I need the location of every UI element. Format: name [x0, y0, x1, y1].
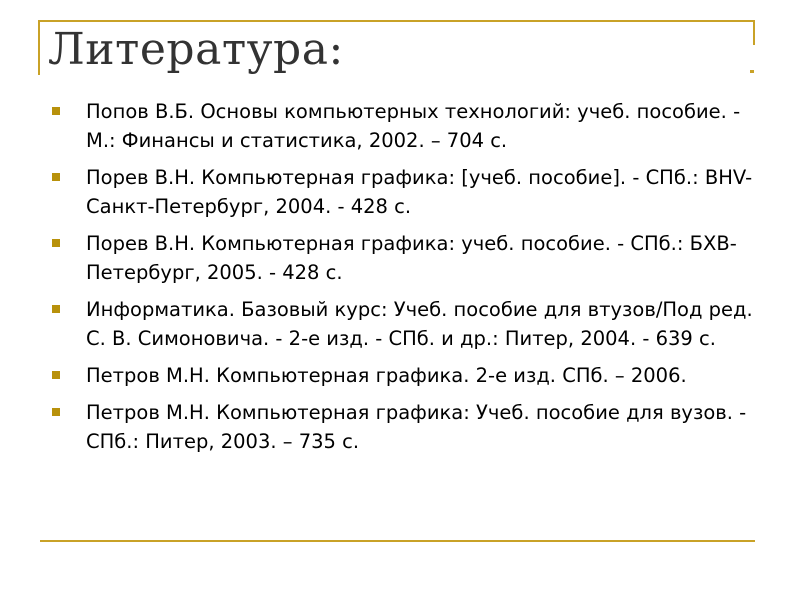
reference-text: Петров М.Н. Компьютерная графика: Учеб. пособие для вузов. - СПб.: Питер, 2003. – 735 с. — [86, 401, 747, 453]
left-border-line — [38, 20, 40, 75]
square-bullet-icon — [52, 239, 60, 247]
reference-text: Петров М.Н. Компьютерная графика. 2-е изд. СПб. – 2006. — [86, 364, 687, 387]
reference-list — [52, 97, 757, 464]
top-border-line — [40, 20, 755, 22]
reference-item — [52, 97, 757, 155]
reference-item — [52, 361, 757, 390]
corner-accent-mark — [750, 70, 754, 73]
reference-item — [52, 295, 757, 353]
square-bullet-icon — [52, 173, 60, 181]
reference-text: Порев В.Н. Компьютерная графика: учеб. пособие. - СПб.: БХВ-Петербург, 2005. - 428 с. — [86, 232, 737, 284]
reference-item — [52, 163, 757, 221]
reference-item — [52, 398, 757, 456]
slide-title: Литература: — [48, 24, 344, 75]
square-bullet-icon — [52, 371, 60, 379]
reference-text: Порев В.Н. Компьютерная графика: [учеб. пособие]. - СПб.: BHV-Санкт-Петербург, 2004. - 428 с. — [86, 166, 753, 218]
square-bullet-icon — [52, 107, 60, 115]
reference-text: Попов В.Б. Основы компьютерных технологий: учеб. пособие. - М.: Финансы и статистика, 2002. – 704 с. — [86, 100, 741, 152]
square-bullet-icon — [52, 305, 60, 313]
right-border-line — [753, 20, 755, 45]
reference-text: Информатика. Базовый курс: Учеб. пособие для втузов/Под ред. С. В. Симоновича. - 2-е изд. - СПб. и др.: Питер, 2004. - 639 с. — [86, 298, 753, 350]
square-bullet-icon — [52, 408, 60, 416]
reference-item — [52, 229, 757, 287]
bottom-border-line — [40, 540, 755, 542]
